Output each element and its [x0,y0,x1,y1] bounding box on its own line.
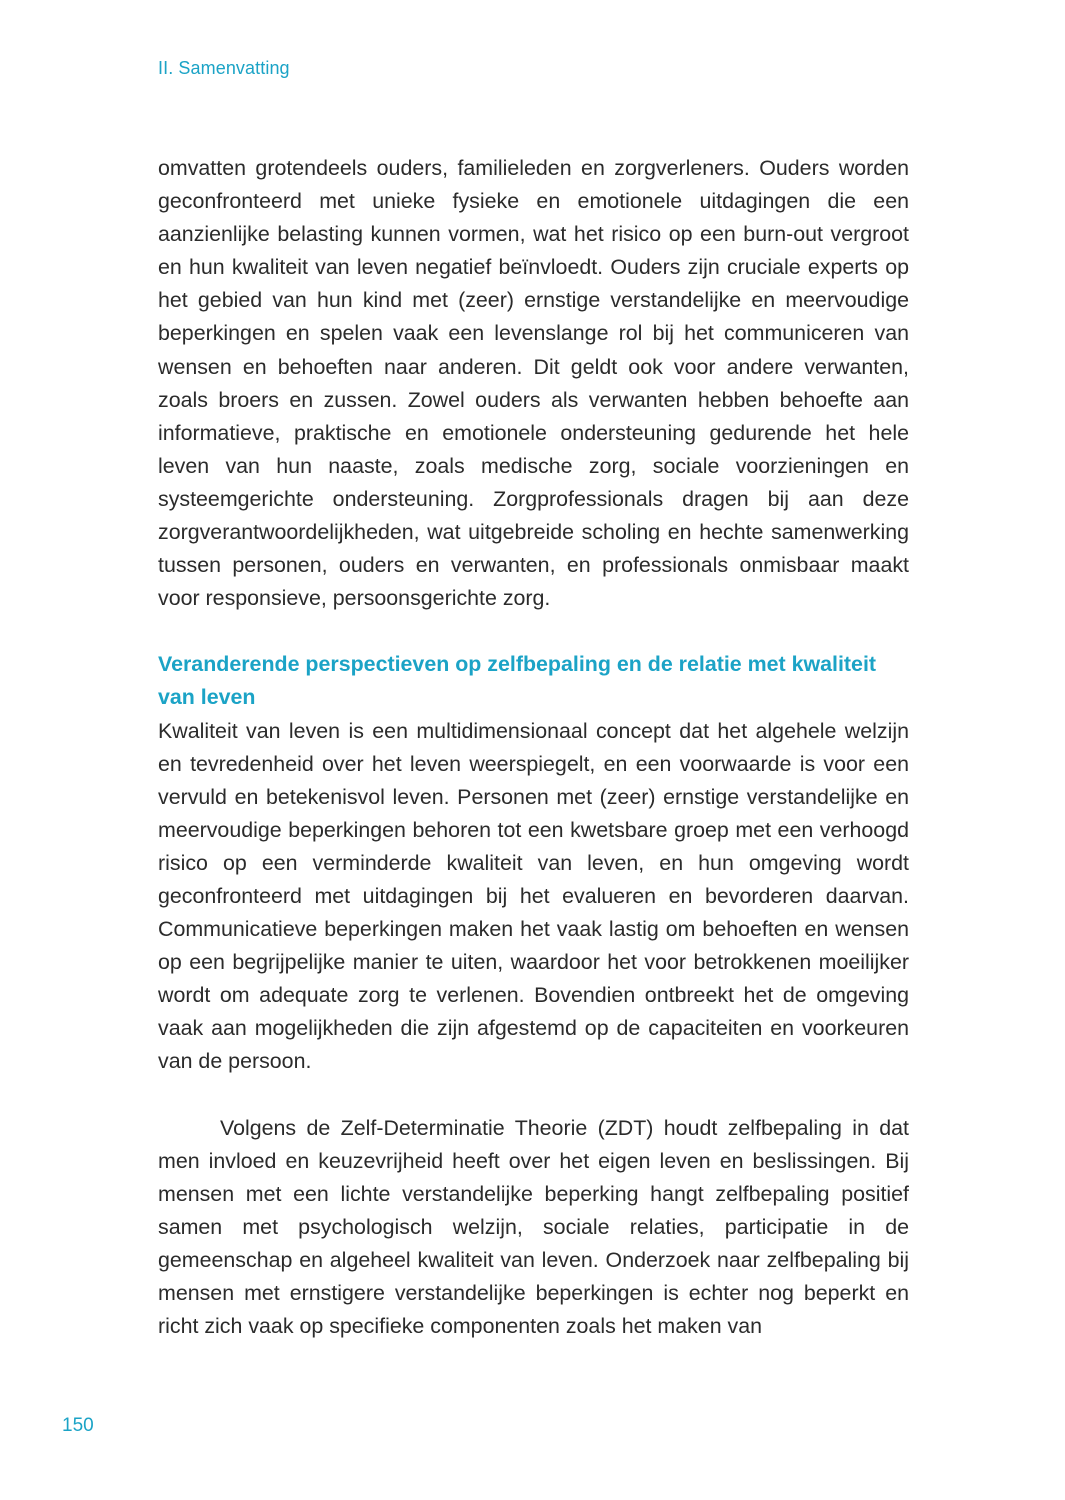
body-paragraph-3: Volgens de Zelf-Determinatie Theorie (ZDT) houdt zelfbepaling in dat men invloed en keuzevrijheid heeft over het eigen leven en beslissingen. Bij mensen met een lichte verstandelijke beperking hangt zelfbepaling positief samen met psychologisch welzijn, sociale relaties, participatie in de gemeenschap en algeheel kwaliteit van leven. Onderzoek naar zelfbepaling bij mensen met ernstigere verstandelijke beperkingen is echter nog beperkt en richt zich vaak op specifieke componenten zoals het maken van [158,1115,909,1339]
page-content [158,152,909,1343]
page-number: 150 [62,1415,94,1436]
body-paragraph-2: Kwaliteit van leven is een multidimensionaal concept dat het algehele welzijn en tevredenheid over het leven weerspiegelt, en een voorwaarde is voor een vervuld en betekenisvol leven. Personen met (zeer) ernstige verstandelijke en meervoudige beperkingen behoren tot een kwetsbare groep met een verhoogd risico op een verminderde kwaliteit van leven, en hun omgeving wordt geconfronteerd met uitdagingen bij het evalueren en bevorderen daarvan. Communicatieve beperkingen maken het vaak lastig om behoeften en wensen op een begrijpelijke manier te uiten, waardoor het voor betrokkenen moeilijker wordt om adequate zorg te verlenen. Bovendien ontbreekt het de omgeving vaak aan mogelijkheden die zijn afgestemd op de capaciteiten en voorkeuren van de persoon. [158,718,909,1074]
running-header: II. Samenvatting [158,58,290,78]
body-paragraph-1: omvatten grotendeels ouders, familieleden en zorgverleners. Ouders worden geconfronteerd met unieke fysieke en emotionele uitdagingen die een aanzienlijke belasting kunnen vormen, wat het risico op een burn-out vergroot en hun kwaliteit van leven negatief beïnvloedt. Ouders zijn cruciale experts op het gebied van hun kind met (zeer) ernstige verstandelijke en meervoudige beperkingen en spelen vaak een levenslange rol bij het communiceren van wensen en behoeften naar anderen. Dit geldt ook voor andere verwanten, zoals broers en zussen. Zowel ouders als verwanten hebben behoefte aan informatieve, praktische en emotionele ondersteuning gedurende het hele leven van hun naaste, zoals medische zorg, sociale voorzieningen en systeemgerichte ondersteuning. Zorgprofessionals dragen bij aan deze zorgverantwoordelijkheden, wat uitgebreide scholing en hechte samenwerking tussen personen, ouders en verwanten, en professionals onmisbaar maakt voor responsieve, persoonsgerichte zorg. [158,156,909,611]
section-heading: Veranderende perspectieven op zelfbepaling en de relatie met kwaliteit van leven [158,652,877,710]
